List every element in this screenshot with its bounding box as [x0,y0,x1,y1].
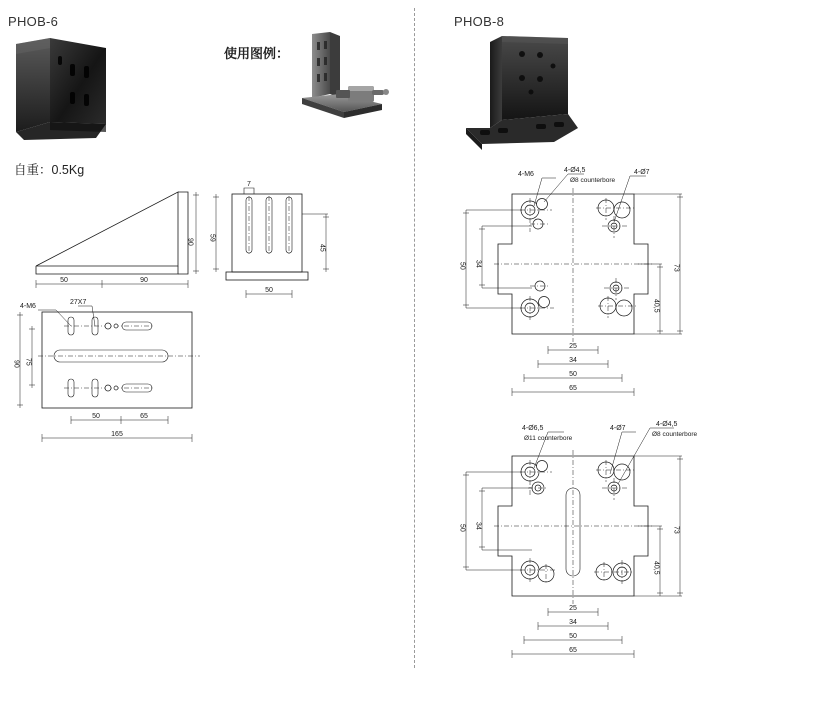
dim-front-45: 45 [318,244,326,252]
weight-label: 自重：0.5Kg [14,163,85,177]
callout-bottom-4-D65: 4-Ø6,5 [522,425,544,432]
callout-27x7: 27X7 [70,299,87,306]
callout-top-4-D7: 4-Ø7 [634,169,650,176]
callout-top-4-M6: 4-M6 [518,171,534,178]
dim-bottom-left-50: 50 [458,524,466,532]
dim-top-bottom-25: 25 [569,343,577,350]
dim-bottom-right-73: 73 [672,526,680,534]
plate-view-bottom-drawing [438,416,718,656]
dim-front-59: 59 [208,234,216,242]
dim-bottom-left-34: 34 [474,522,482,530]
callout-bottom-4-D45: 4-Ø4,5 [656,421,678,428]
dim-bottom-bottom-50: 50 [569,633,577,640]
callout-top-counterbore8: Ø8 counterbore [570,177,616,184]
callout-4-M6: 4-M6 [20,303,36,310]
callout-top-4-D45: 4-Ø4,5 [564,167,586,174]
dim-front-7: 7 [247,181,251,188]
page-title-left: PHOB-6 [8,14,59,29]
page-title-right: PHOB-8 [454,14,505,29]
top-view-drawing [8,296,248,456]
dim-front-50: 50 [265,287,273,294]
dim-top-165: 165 [111,431,123,438]
l-bracket-photo-left [10,36,128,148]
dim-top-left-34: 34 [474,260,482,268]
dim-side-50: 50 [60,277,68,284]
dim-bottom-bottom-34: 34 [569,619,577,626]
plate-view-top-drawing [438,166,718,396]
dim-top-left-50: 50 [458,262,466,270]
dim-top-bottom-65: 65 [569,385,577,392]
right-product-panel [418,0,822,721]
callout-bottom-4-D7: 4-Ø7 [610,425,626,432]
side-view-drawing [18,188,208,288]
dim-top-75: 75 [24,358,32,366]
dim-top-right-405: 40,5 [652,299,660,313]
l-bracket-photo-right [458,32,596,154]
dim-bottom-right-405: 40,5 [652,561,660,575]
dim-top-50: 50 [92,413,100,420]
assembly-usage-photo [286,28,396,128]
front-view-drawing [204,178,354,308]
dim-top-right-73: 73 [672,264,680,272]
dim-bottom-bottom-25: 25 [569,605,577,612]
dim-side-90: 90 [186,238,194,246]
dim-top-65: 65 [140,413,148,420]
dim-top-90: 90 [12,360,20,368]
dim-bottom-bottom-65: 65 [569,647,577,654]
panel-divider [414,8,415,668]
callout-bottom-counterbore8: Ø8 counterbore [652,431,698,438]
dim-top-bottom-34: 34 [569,357,577,364]
callout-bottom-counterbore11: Ø11 counterbore [524,435,573,442]
dim-top-bottom-50: 50 [569,371,577,378]
usage-example-label: 使用图例： [224,46,290,61]
dim-side-90b: 90 [140,277,148,284]
